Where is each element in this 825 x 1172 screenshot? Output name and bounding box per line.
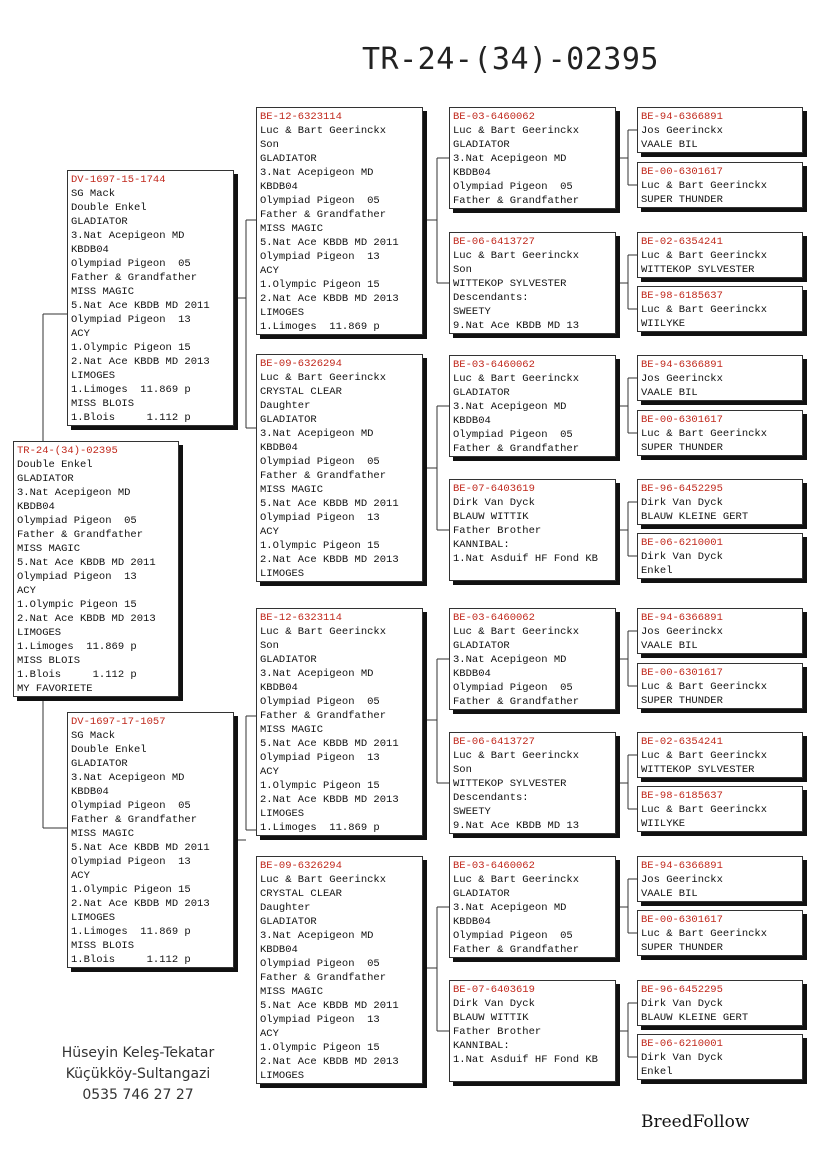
pigeon-detail-line: Luc & Bart Geerinckx [260,626,387,638]
pigeon-detail-line: 5.Nat Ace KBDB MD 2011 [260,237,399,249]
pigeon-detail-line: LIMOGES [71,370,116,382]
great-great-grandparent-card [637,232,803,278]
pigeon-detail-line: BLAUW KLEINE GERT [641,511,749,523]
pigeon-detail-line: Father & Grandfather [260,470,387,482]
pigeon-detail-line: MISS MAGIC [17,543,81,555]
pigeon-detail-line: SUPER THUNDER [641,695,723,707]
pigeon-detail-line: KANNIBAL: [453,1040,510,1052]
pigeon-detail-line: GLADIATOR [453,888,510,900]
pigeon-detail-line: 5.Nat Ace KBDB MD 2011 [260,498,399,510]
great-grandparent-card [449,232,616,334]
pigeon-detail-line: Daughter [260,902,311,914]
pigeon-detail-line: SWEETY [453,806,491,818]
pigeon-detail-line: 1.Limoges 11.869 p [260,822,380,834]
ring-number: BE-98-6185637 [641,290,723,302]
pigeon-detail-line: Olympiad Pigeon 05 [260,696,380,708]
pigeon-detail-line: 3.Nat Acepigeon MD [71,772,185,784]
pigeon-detail-line: 1.Blois 1.112 p [71,954,191,966]
pigeon-detail-line: WIILYKE [641,818,686,830]
pigeon-detail-line: Father & Grandfather [453,944,580,956]
pigeon-detail-line: 1.Blois 1.112 p [71,412,191,424]
pigeon-detail-line: KBDB04 [453,916,491,928]
pigeon-detail-line: MISS MAGIC [260,724,324,736]
ring-number: BE-00-6301617 [641,914,723,926]
ring-number: BE-12-6323114 [260,111,342,123]
great-grandparent-card [449,479,616,581]
ring-number: BE-09-6326294 [260,860,342,872]
pigeon-detail-line: MISS MAGIC [71,828,135,840]
pigeon-detail-line: Dirk Van Dyck [641,551,723,563]
grandparent-card [256,354,423,582]
pigeon-detail-line: KANNIBAL: [453,539,510,551]
pigeon-detail-line: Father Brother [453,525,542,537]
pigeon-detail-line: Olympiad Pigeon 05 [453,682,573,694]
pigeon-detail-line: Luc & Bart Geerinckx [641,428,768,440]
pigeon-detail-line: Luc & Bart Geerinckx [453,750,580,762]
great-great-grandparent-card [637,910,803,956]
pigeon-detail-line: Olympiad Pigeon 05 [453,181,573,193]
grandparent-card [256,608,423,836]
pigeon-detail-line: WITTEKOP SYLVESTER [641,264,755,276]
pigeon-detail-line: 1.Limoges 11.869 p [260,321,380,333]
pigeon-detail-line: KBDB04 [260,682,298,694]
pigeon-detail-line: 2.Nat Ace KBDB MD 2013 [17,613,156,625]
pedigree-title: TR-24-(34)-02395 [362,42,659,77]
pigeon-detail-line: Jos Geerinckx [641,125,723,137]
pigeon-detail-line: VAALE BIL [641,888,698,900]
pigeon-detail-line: Father & Grandfather [17,529,144,541]
pigeon-detail-line: BLAUW WITTIK [453,1012,529,1024]
great-grandparent-card [449,980,616,1082]
pigeon-detail-line: 3.Nat Acepigeon MD [453,153,567,165]
grandparent-card [256,856,423,1084]
pigeon-detail-line: Luc & Bart Geerinckx [641,681,768,693]
ring-number: BE-12-6323114 [260,612,342,624]
pigeon-detail-line: Dirk Van Dyck [641,1052,723,1064]
pigeon-detail-line: Dirk Van Dyck [453,998,535,1010]
pigeon-detail-line: Luc & Bart Geerinckx [453,626,580,638]
pigeon-detail-line: Luc & Bart Geerinckx [641,750,768,762]
pigeon-detail-line: Olympiad Pigeon 05 [260,195,380,207]
pigeon-detail-line: Jos Geerinckx [641,874,723,886]
pigeon-detail-line: Dirk Van Dyck [641,497,723,509]
ring-number: BE-07-6403619 [453,483,535,495]
pigeon-detail-line: MISS BLOIS [71,940,135,952]
owner-phone: 0535 746 27 27 [82,1087,194,1103]
pigeon-detail-line: 1.Olympic Pigeon 15 [260,540,380,552]
pigeon-detail-line: ACY [260,1028,279,1040]
pigeon-detail-line: Son [260,640,279,652]
pigeon-detail-line: Olympiad Pigeon 13 [260,1014,380,1026]
pigeon-detail-line: 1.Nat Asduif HF Fond KB [453,1054,598,1066]
pigeon-detail-line: Luc & Bart Geerinckx [453,250,580,262]
pigeon-detail-line: 3.Nat Acepigeon MD [453,902,567,914]
great-great-grandparent-card [637,1034,803,1080]
pigeon-detail-line: 2.Nat Ace KBDB MD 2013 [260,1056,399,1068]
pigeon-detail-line: MISS MAGIC [260,223,324,235]
ring-number: BE-03-6460062 [453,612,535,624]
pigeon-detail-line: Olympiad Pigeon 05 [453,930,573,942]
pigeon-detail-line: Son [453,764,472,776]
pigeon-detail-line: KBDB04 [17,501,55,513]
pigeon-detail-line: SWEETY [453,306,491,318]
pigeon-detail-line: GLADIATOR [260,414,317,426]
pigeon-detail-line: VAALE BIL [641,139,698,151]
pigeon-detail-line: 3.Nat Acepigeon MD [260,167,374,179]
pigeon-detail-line: GLADIATOR [260,654,317,666]
great-great-grandparent-card [637,732,803,778]
pigeon-detail-line: GLADIATOR [260,916,317,928]
pigeon-detail-line: Luc & Bart Geerinckx [453,874,580,886]
pigeon-detail-line: 1.Olympic Pigeon 15 [260,1042,380,1054]
ring-number: BE-02-6354241 [641,236,723,248]
pigeon-detail-line: LIMOGES [260,1070,305,1082]
pigeon-detail-line: ACY [260,526,279,538]
pigeon-detail-line: Enkel [641,565,673,577]
owner-location: Küçükköy-Sultangazi [65,1066,211,1082]
ring-number: BE-06-6413727 [453,736,535,748]
pigeon-detail-line: Luc & Bart Geerinckx [453,125,580,137]
pigeon-detail-line: Olympiad Pigeon 13 [71,314,191,326]
pigeon-detail-line: Luc & Bart Geerinckx [641,250,768,262]
pigeon-detail-line: 1.Olympic Pigeon 15 [17,599,137,611]
owner-name: Hüseyin Keleş-Tekatar [61,1045,215,1061]
pigeon-detail-line: KBDB04 [453,668,491,680]
pigeon-detail-line: 2.Nat Ace KBDB MD 2013 [71,356,210,368]
pigeon-detail-line: Father Brother [453,1026,542,1038]
pigeon-detail-line: KBDB04 [453,167,491,179]
ring-number: BE-03-6460062 [453,860,535,872]
pigeon-detail-line: 2.Nat Ace KBDB MD 2013 [260,293,399,305]
great-great-grandparent-card [637,162,803,208]
pigeon-detail-line: 1.Olympic Pigeon 15 [260,279,380,291]
pigeon-detail-line: ACY [17,585,36,597]
pigeon-detail-line: MISS BLOIS [71,398,135,410]
pigeon-detail-line: Double Enkel [17,459,93,471]
pigeon-detail-line: KBDB04 [260,442,298,454]
pigeon-detail-line: Olympiad Pigeon 13 [260,251,380,263]
pigeon-detail-line: GLADIATOR [453,387,510,399]
pigeon-detail-line: Luc & Bart Geerinckx [260,874,387,886]
pigeon-detail-line: LIMOGES [260,568,305,580]
ring-number: BE-94-6366891 [641,860,723,872]
pigeon-detail-line: KBDB04 [453,415,491,427]
great-grandparent-card [449,107,616,209]
pigeon-detail-line: GLADIATOR [453,139,510,151]
pigeon-detail-line: Olympiad Pigeon 05 [71,258,191,270]
pigeon-detail-line: 1.Limoges 11.869 p [71,384,191,396]
great-great-grandparent-card [637,479,803,525]
pigeon-detail-line: GLADIATOR [71,758,128,770]
ring-number: BE-06-6413727 [453,236,535,248]
great-great-grandparent-card [637,786,803,832]
great-great-grandparent-card [637,856,803,902]
pigeon-detail-line: 3.Nat Acepigeon MD [17,487,131,499]
pigeon-detail-line: 5.Nat Ace KBDB MD 2011 [71,842,210,854]
subject-pigeon-card [13,441,179,697]
pigeon-detail-line: Luc & Bart Geerinckx [453,373,580,385]
pigeon-detail-line: Jos Geerinckx [641,373,723,385]
pigeon-detail-line: MISS MAGIC [260,986,324,998]
pigeon-detail-line: 2.Nat Ace KBDB MD 2013 [71,898,210,910]
pigeon-detail-line: 5.Nat Ace KBDB MD 2011 [71,300,210,312]
pigeon-detail-line: Olympiad Pigeon 13 [71,856,191,868]
pigeon-detail-line: Olympiad Pigeon 05 [71,800,191,812]
pigeon-detail-line: ACY [71,328,90,340]
pigeon-detail-line: 9.Nat Ace KBDB MD 13 [453,820,580,832]
pigeon-detail-line: Olympiad Pigeon 05 [17,515,137,527]
pigeon-detail-line: Olympiad Pigeon 13 [17,571,137,583]
great-grandparent-card [449,355,616,457]
pigeon-detail-line: WITTEKOP SYLVESTER [641,764,755,776]
pigeon-detail-line: Olympiad Pigeon 13 [260,512,380,524]
great-great-grandparent-card [637,107,803,153]
great-great-grandparent-card [637,533,803,579]
pigeon-detail-line: 3.Nat Acepigeon MD [453,401,567,413]
pigeon-detail-line: Dirk Van Dyck [453,497,535,509]
pigeon-detail-line: LIMOGES [71,912,116,924]
dam-card [67,712,234,968]
pigeon-detail-line: LIMOGES [17,627,62,639]
ring-number: TR-24-(34)-02395 [17,445,118,457]
brand-name: BreedFollow [641,1112,750,1132]
pigeon-detail-line: Double Enkel [71,744,147,756]
great-great-grandparent-card [637,410,803,456]
pigeon-detail-line: CRYSTAL CLEAR [260,888,342,900]
pigeon-detail-line: 5.Nat Ace KBDB MD 2011 [260,1000,399,1012]
ring-number: BE-96-6452295 [641,483,723,495]
ring-number: DV-1697-17-1057 [71,716,166,728]
ring-number: BE-94-6366891 [641,111,723,123]
pigeon-detail-line: Luc & Bart Geerinckx [641,304,768,316]
grandparent-card [256,107,423,335]
pigeon-detail-line: GLADIATOR [17,473,74,485]
pigeon-detail-line: SUPER THUNDER [641,194,723,206]
pigeon-detail-line: ACY [71,870,90,882]
pigeon-detail-line: Son [453,264,472,276]
ring-number: BE-00-6301617 [641,166,723,178]
great-great-grandparent-card [637,355,803,401]
pigeon-detail-line: LIMOGES [260,808,305,820]
pigeon-detail-line: Daughter [260,400,311,412]
pigeon-detail-line: Jos Geerinckx [641,626,723,638]
pigeon-detail-line: SG Mack [71,188,116,200]
owner-info [48,1043,228,1106]
pigeon-detail-line: KBDB04 [260,944,298,956]
pigeon-detail-line: Dirk Van Dyck [641,998,723,1010]
pigeon-detail-line: WITTEKOP SYLVESTER [453,278,567,290]
ring-number: DV-1697-15-1744 [71,174,166,186]
pigeon-detail-line: Father & Grandfather [260,209,387,221]
pigeon-detail-line: VAALE BIL [641,387,698,399]
great-great-grandparent-card [637,608,803,654]
ring-number: BE-02-6354241 [641,736,723,748]
great-great-grandparent-card [637,663,803,709]
ring-number: BE-09-6326294 [260,358,342,370]
pigeon-detail-line: Luc & Bart Geerinckx [260,125,387,137]
pigeon-detail-line: Father & Grandfather [453,443,580,455]
pigeon-detail-line: Father & Grandfather [71,814,198,826]
pigeon-detail-line: Olympiad Pigeon 05 [260,958,380,970]
pigeon-detail-line: 1.Limoges 11.869 p [17,641,137,653]
ring-number: BE-94-6366891 [641,612,723,624]
pigeon-detail-line: Father & Grandfather [453,696,580,708]
pigeon-detail-line: Son [260,139,279,151]
pigeon-detail-line: 1.Olympic Pigeon 15 [71,884,191,896]
pigeon-detail-line: Father & Grandfather [71,272,198,284]
pigeon-detail-line: Double Enkel [71,202,147,214]
pigeon-detail-line: 1.Nat Asduif HF Fond KB [453,553,598,565]
pigeon-detail-line: WIILYKE [641,318,686,330]
ring-number: BE-06-6210001 [641,1038,723,1050]
pigeon-detail-line: VAALE BIL [641,640,698,652]
pigeon-detail-line: MISS MAGIC [260,484,324,496]
pigeon-detail-line: MISS BLOIS [17,655,81,667]
ring-number: BE-96-6452295 [641,984,723,996]
pigeon-detail-line: Enkel [641,1066,673,1078]
pigeon-detail-line: KBDB04 [260,181,298,193]
pigeon-detail-line: BLAUW KLEINE GERT [641,1012,749,1024]
pigeon-detail-line: 3.Nat Acepigeon MD [260,668,374,680]
ring-number: BE-06-6210001 [641,537,723,549]
pigeon-detail-line: Olympiad Pigeon 05 [453,429,573,441]
pigeon-detail-line: 5.Nat Ace KBDB MD 2011 [260,738,399,750]
pigeon-detail-line: Olympiad Pigeon 13 [260,752,380,764]
ring-number: BE-07-6403619 [453,984,535,996]
great-great-grandparent-card [637,980,803,1026]
pigeon-detail-line: Father & Grandfather [260,710,387,722]
pigeon-detail-line: KBDB04 [71,244,109,256]
ring-number: BE-98-6185637 [641,790,723,802]
pigeon-detail-line: KBDB04 [71,786,109,798]
pigeon-detail-line: Father & Grandfather [453,195,580,207]
pigeon-detail-line: Descendants: [453,792,529,804]
pigeon-detail-line: Olympiad Pigeon 05 [260,456,380,468]
ring-number: BE-03-6460062 [453,111,535,123]
great-grandparent-card [449,608,616,710]
pigeon-detail-line: 2.Nat Ace KBDB MD 2013 [260,794,399,806]
pigeon-detail-line: Luc & Bart Geerinckx [641,180,768,192]
ring-number: BE-03-6460062 [453,359,535,371]
pigeon-detail-line: SG Mack [71,730,116,742]
pigeon-detail-line: LIMOGES [260,307,305,319]
pigeon-detail-line: SUPER THUNDER [641,442,723,454]
great-grandparent-card [449,732,616,834]
pigeon-detail-line: 3.Nat Acepigeon MD [260,930,374,942]
pigeon-detail-line: Luc & Bart Geerinckx [260,372,387,384]
pigeon-detail-line: WITTEKOP SYLVESTER [453,778,567,790]
pigeon-detail-line: 3.Nat Acepigeon MD [453,654,567,666]
pigeon-detail-line: 3.Nat Acepigeon MD [260,428,374,440]
pigeon-detail-line: MY FAVORIETE [17,683,93,695]
pigeon-detail-line: SUPER THUNDER [641,942,723,954]
pigeon-detail-line: BLAUW WITTIK [453,511,529,523]
pigeon-detail-line: Luc & Bart Geerinckx [641,928,768,940]
pigeon-detail-line: 2.Nat Ace KBDB MD 2013 [260,554,399,566]
sire-card [67,170,234,426]
pigeon-detail-line: 9.Nat Ace KBDB MD 13 [453,320,580,332]
pigeon-detail-line: 1.Olympic Pigeon 15 [260,780,380,792]
pigeon-detail-line: Descendants: [453,292,529,304]
pigeon-detail-line: 1.Olympic Pigeon 15 [71,342,191,354]
pigeon-detail-line: MISS MAGIC [71,286,135,298]
ring-number: BE-00-6301617 [641,667,723,679]
pigeon-detail-line: Father & Grandfather [260,972,387,984]
great-great-grandparent-card [637,286,803,332]
pigeon-detail-line: 5.Nat Ace KBDB MD 2011 [17,557,156,569]
pigeon-detail-line: GLADIATOR [453,640,510,652]
great-grandparent-card [449,856,616,958]
pigeon-detail-line: 1.Limoges 11.869 p [71,926,191,938]
ring-number: BE-00-6301617 [641,414,723,426]
pigeon-detail-line: 3.Nat Acepigeon MD [71,230,185,242]
pigeon-detail-line: GLADIATOR [71,216,128,228]
pigeon-detail-line: CRYSTAL CLEAR [260,386,342,398]
ring-number: BE-94-6366891 [641,359,723,371]
pigeon-detail-line: ACY [260,766,279,778]
pigeon-detail-line: 1.Blois 1.112 p [17,669,137,681]
pigeon-detail-line: ACY [260,265,279,277]
pigeon-detail-line: GLADIATOR [260,153,317,165]
pigeon-detail-line: Luc & Bart Geerinckx [641,804,768,816]
